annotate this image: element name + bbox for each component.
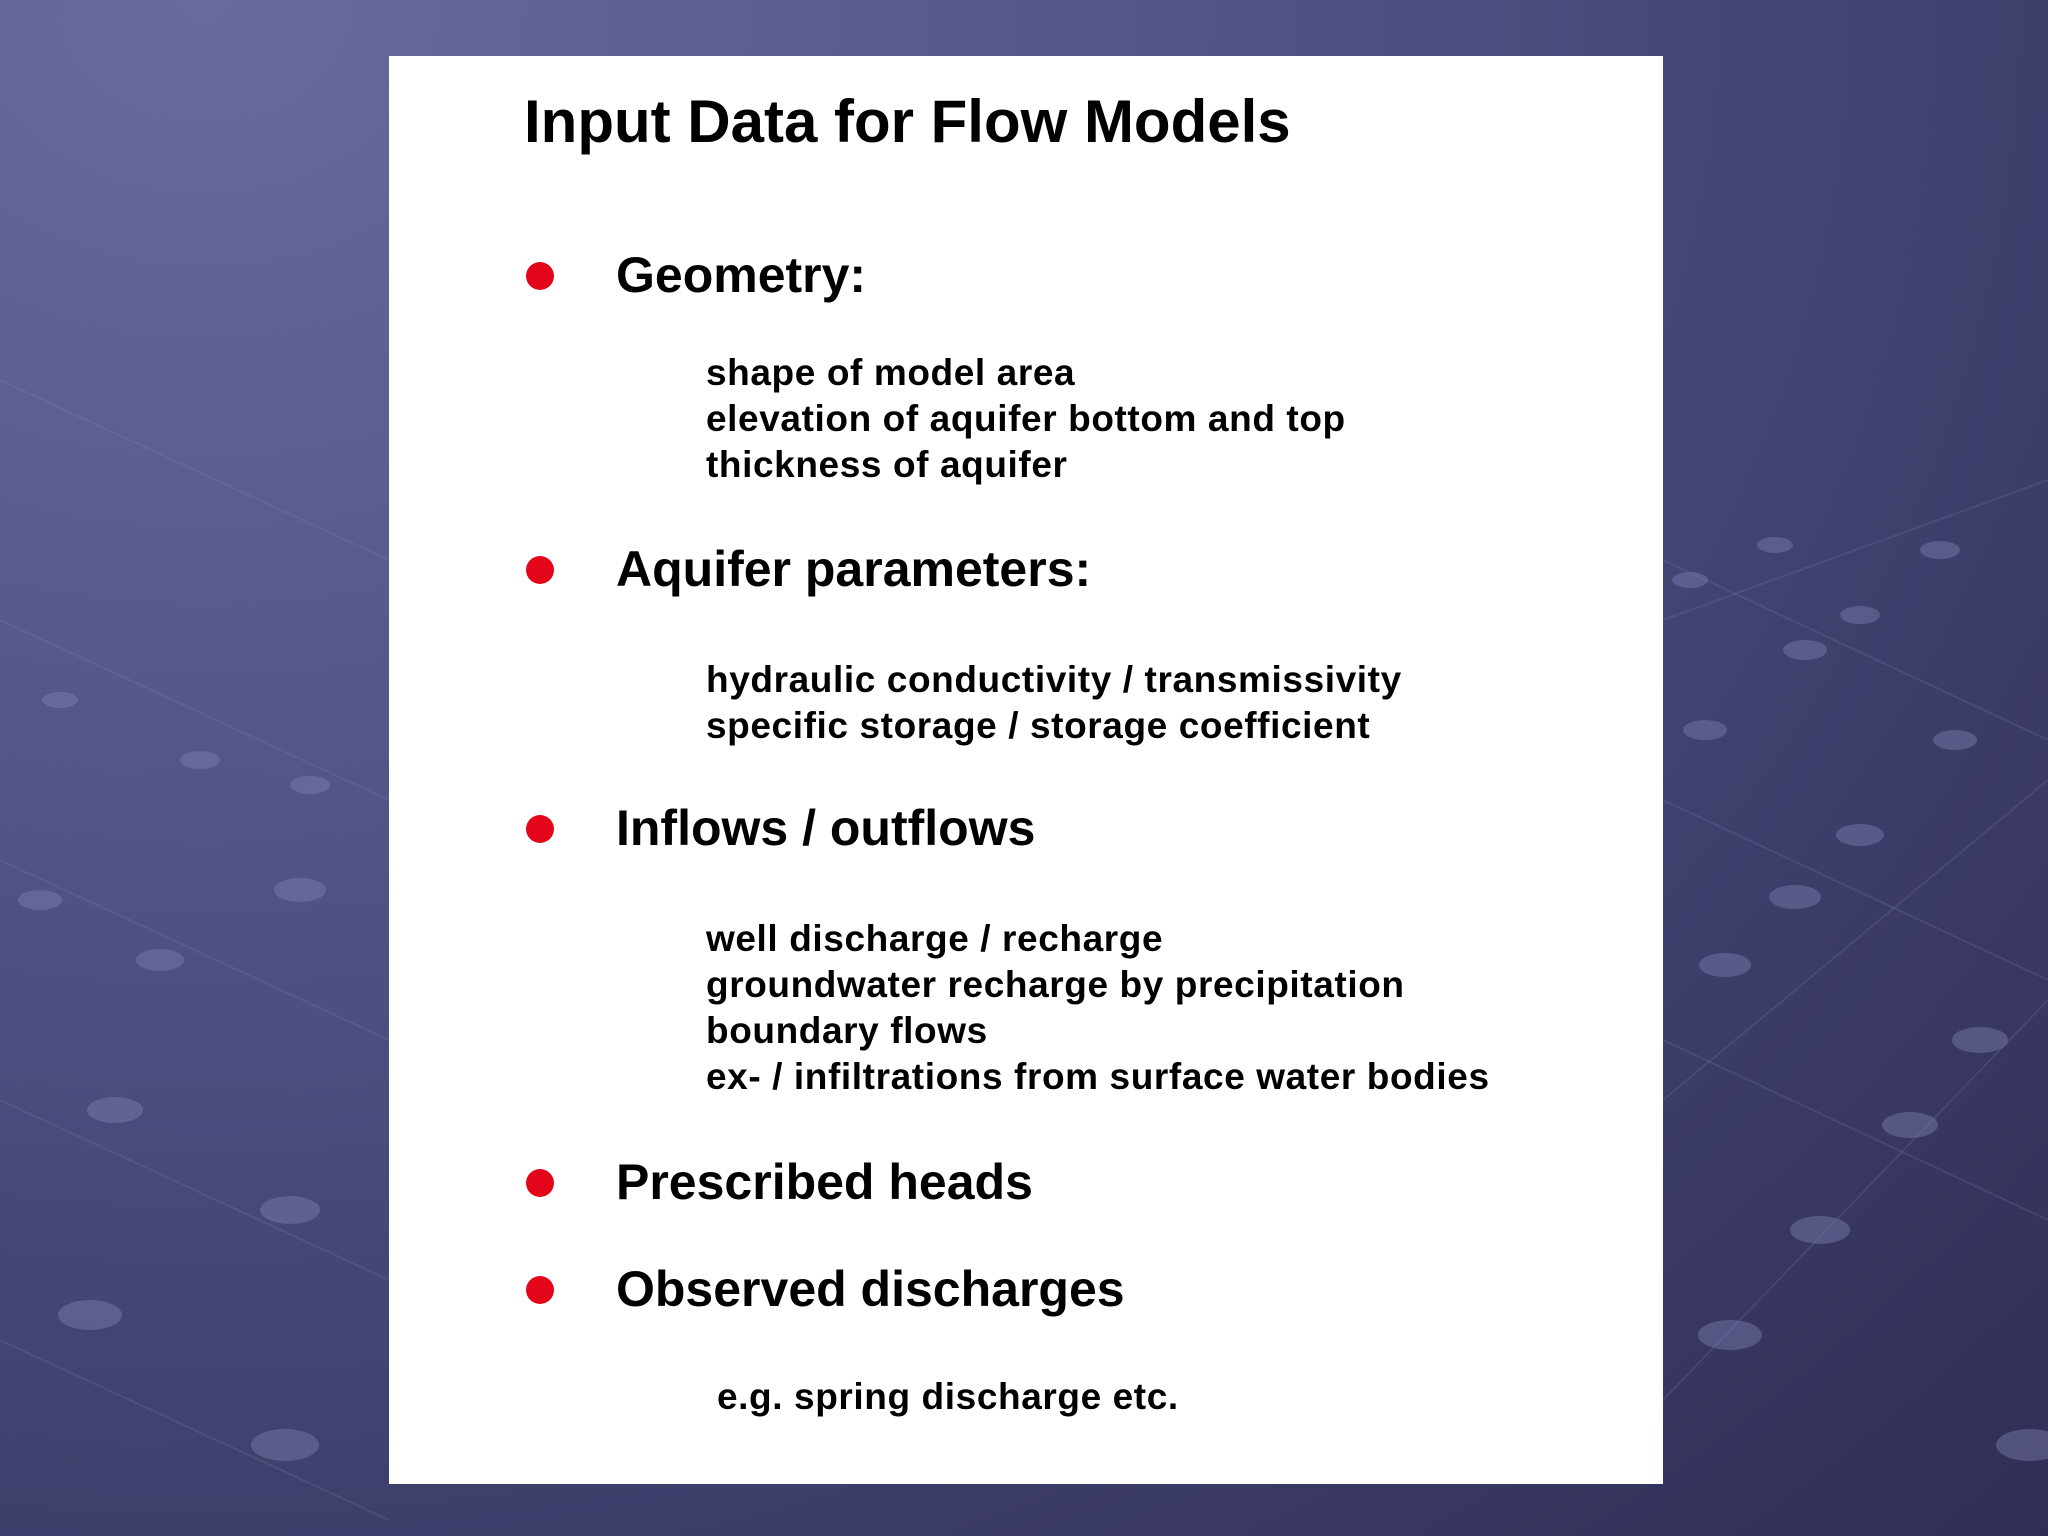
list-item: elevation of aquifer bottom and top [706,398,1346,439]
bullet-icon [526,556,554,584]
list-item: hydraulic conductivity / transmissivity [706,659,1402,700]
bullet-icon [526,1169,554,1197]
section-heading: Aquifer parameters: [616,541,1092,597]
section-heading: Observed discharges [616,1261,1125,1317]
list-item: e.g. spring discharge etc. [717,1376,1179,1417]
list-item: groundwater recharge by precipitation [706,964,1405,1005]
list-item: well discharge / recharge [706,918,1164,959]
list-item: specific storage / storage coefficient [706,705,1371,746]
section-items [706,350,1346,488]
section-heading: Prescribed heads [616,1154,1033,1210]
section-items [706,657,1402,749]
list-item: shape of model area [706,352,1076,393]
bullet-icon [526,262,554,290]
section-heading: Geometry: [616,247,867,303]
list-item: boundary flows [706,1010,988,1051]
list-item: ex- / infiltrations from surface water bodies [706,1056,1490,1097]
bullet-icon [526,815,554,843]
bullet-icon [526,1276,554,1304]
section-items [706,916,1490,1100]
section-items [717,1374,1179,1420]
section-heading: Inflows / outflows [616,800,1036,856]
slide-panel [389,56,1663,1484]
list-item: thickness of aquifer [706,444,1068,485]
slide-title: Input Data for Flow Models [524,88,1291,155]
